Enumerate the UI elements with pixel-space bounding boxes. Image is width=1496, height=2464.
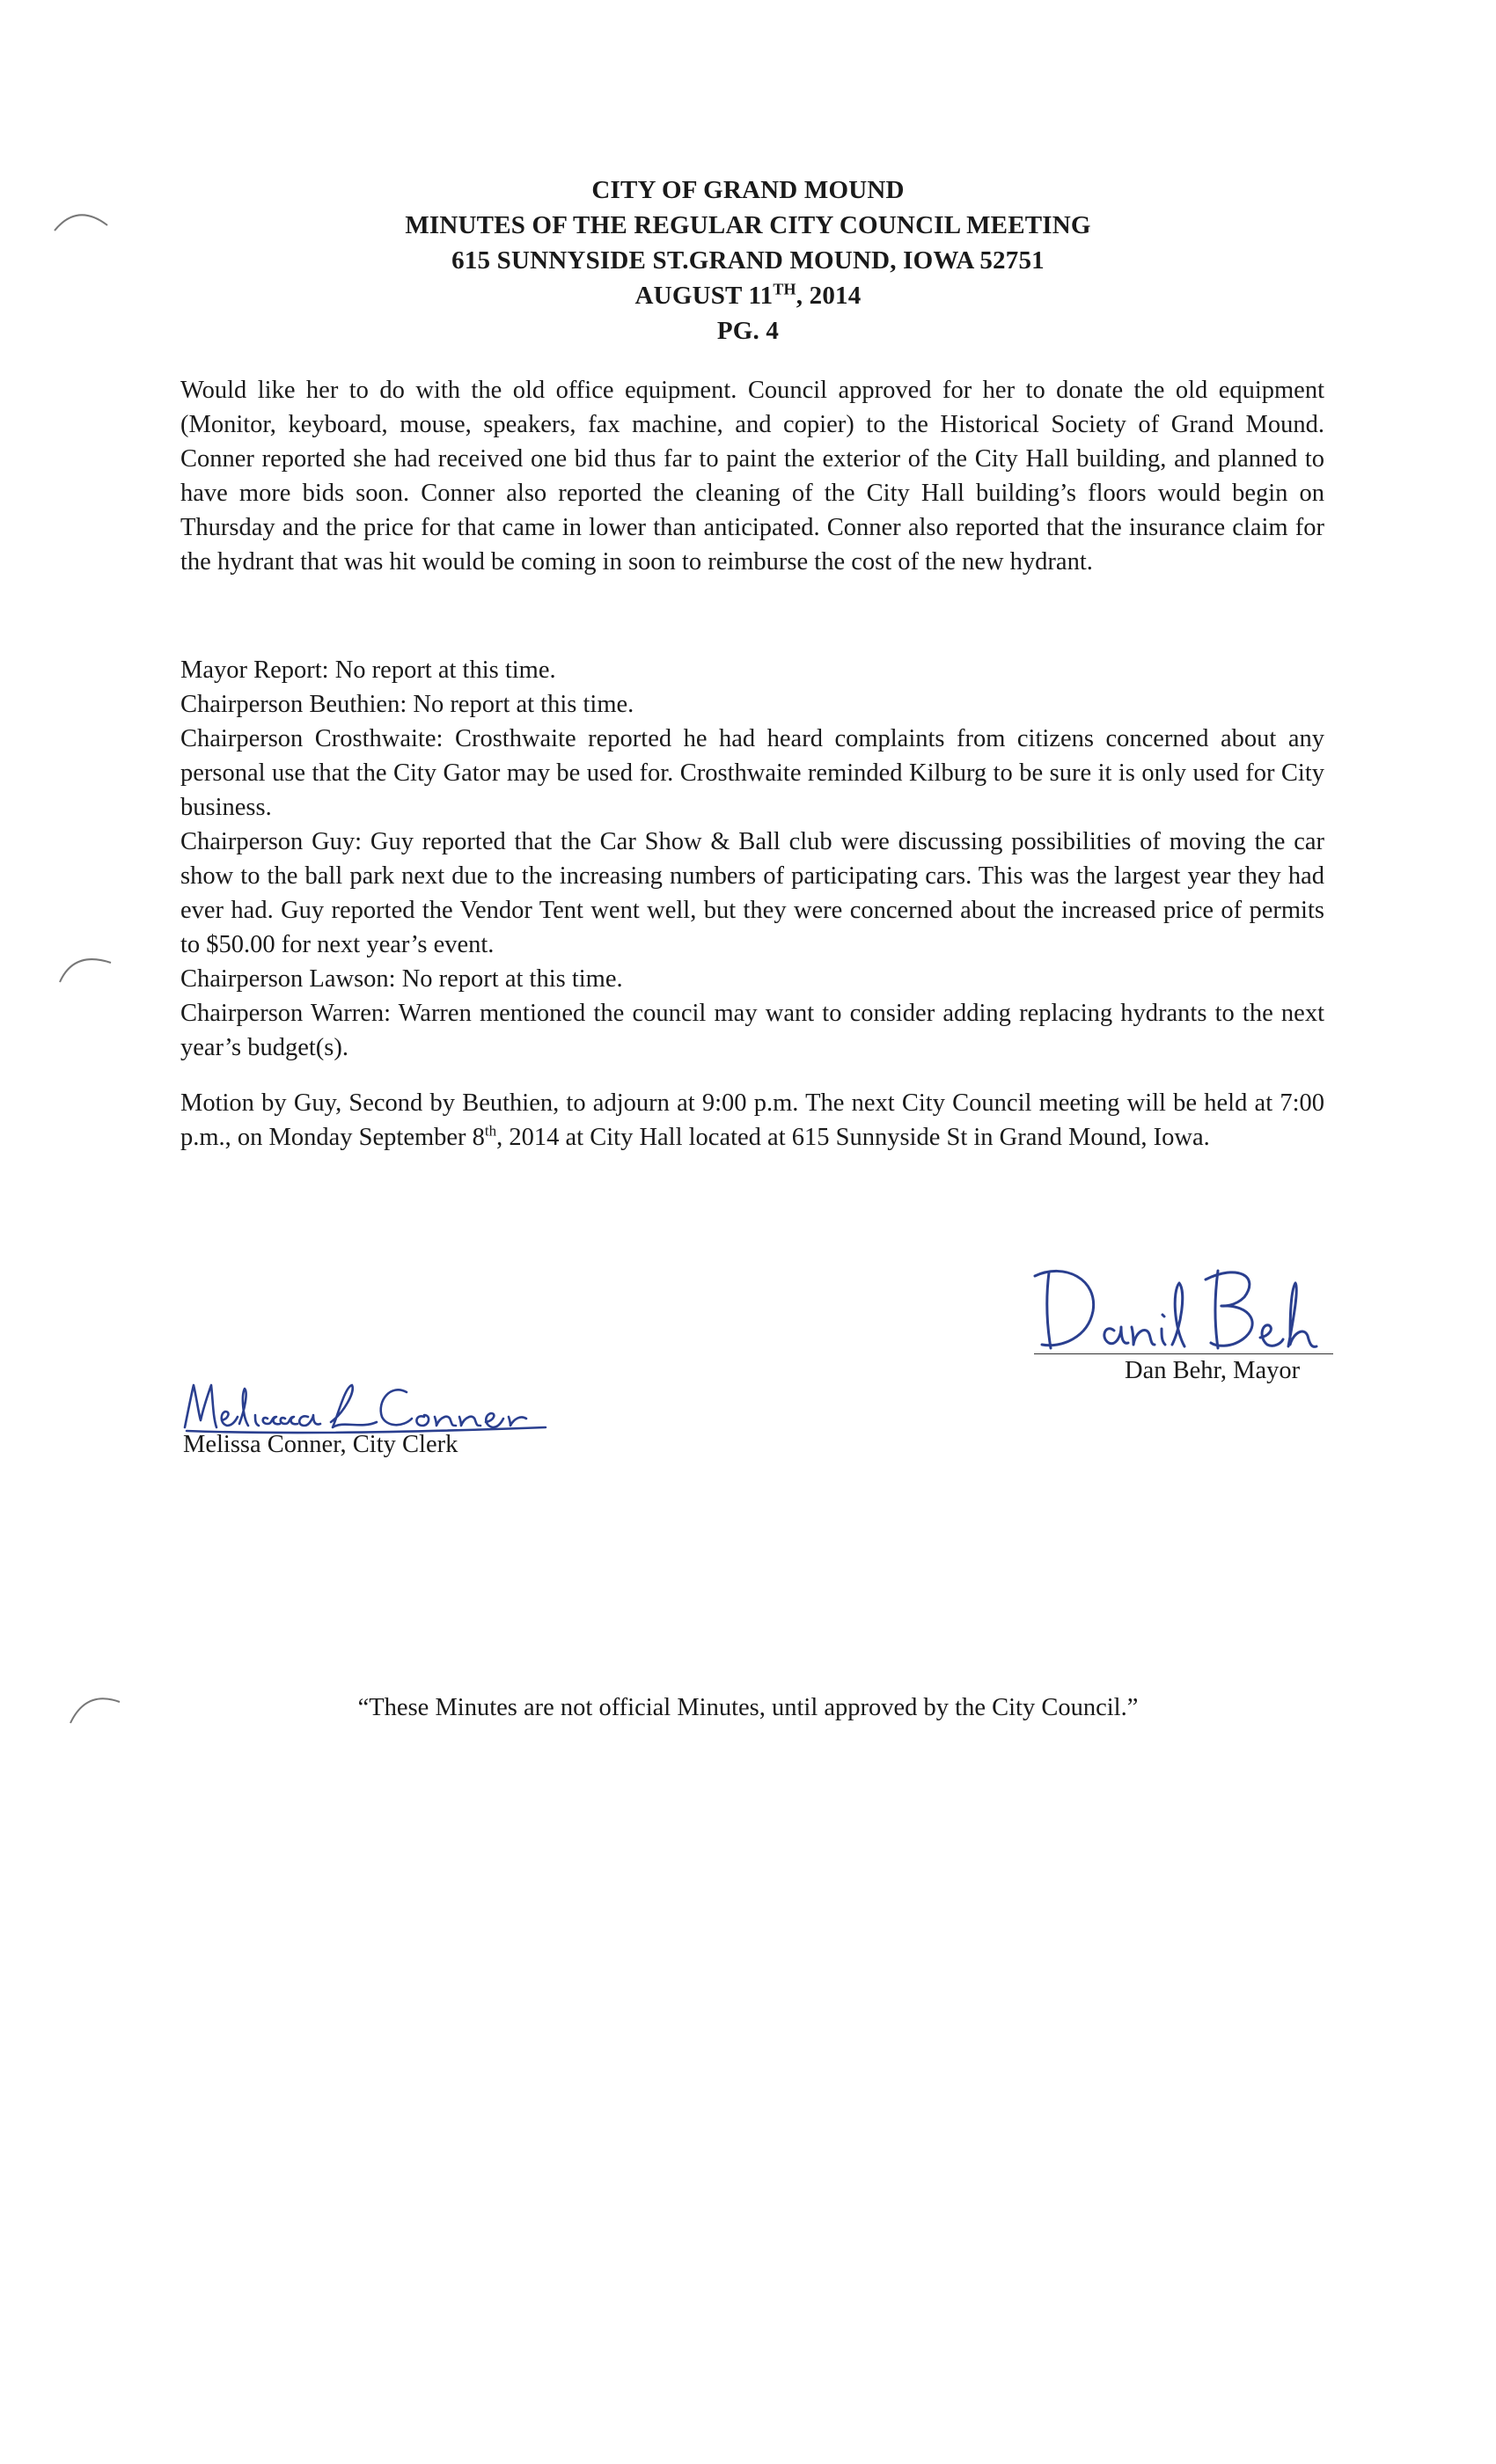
clerk-signature <box>176 1366 563 1436</box>
header-meeting-title: MINUTES OF THE REGULAR CITY COUNCIL MEETING <box>405 211 1091 239</box>
clerk-label: Melissa Conner, City Clerk <box>183 1431 458 1458</box>
motion-text-part2: , 2014 at City Hall located at 615 Sunnyside St in Grand Mound, Iowa. <box>496 1124 1210 1151</box>
report-mayor: Mayor Report: No report at this time. <box>180 656 556 684</box>
header-page-number: PG. 4 <box>716 317 780 345</box>
motion-text-part1: Motion by Guy, Second by Beuthien, to adjourn at 9:00 p.m. The next City Council meeting will be held at 7:00 p.m., on Monday September 8 <box>180 1089 1324 1151</box>
paragraph-text: Would like her to do with the old office equipment. Council approved for her to donate the old equipment (Monitor, keyboard, mouse, speakers, fax machine, and copier) to the Historical Society of Grand Mound. Conner reported she had received one bid thus far to paint the exterior of the City Hall building, and planned to have more bids soon. Conner also reported the cleaning of the City Hall building’s floors would begin on Thursday and the price for that came in lower than anticipated. Conner also reported that the insurance claim for the hydrant that was hit would be coming in soon to reimburse the cost of the new hydrant. <box>180 377 1324 576</box>
report-guy: Chairperson Guy: Guy reported that the Car Show & Ball club were discussing possibilities of moving the car show to the ball park next due to the increasing numbers of participating cars. This was the largest year they had ever had. Guy reported the Vendor Tent went well, but they were concerned about the increased price of permits to $50.00 for next year’s event. <box>180 828 1324 958</box>
header-address: 615 SUNNYSIDE ST.GRAND MOUND, IOWA 52751 <box>451 246 1045 275</box>
motion-date-suffix: th <box>484 1122 497 1140</box>
motion-text <box>180 1086 1324 1155</box>
mayor-label: Dan Behr, Mayor <box>1125 1357 1301 1384</box>
report-lawson: Chairperson Lawson: No report at this time. <box>180 965 623 993</box>
document-header <box>0 172 1496 348</box>
header-date <box>0 278 1496 313</box>
report-warren: Chairperson Warren: Warren mentioned the council may want to consider adding replacing hydrants to the next year’s budget(s). <box>180 1000 1324 1061</box>
minutes-paragraph <box>180 373 1324 579</box>
mayor-signature-line <box>1034 1353 1333 1354</box>
header-date-suffix: TH <box>773 280 796 298</box>
report-beuthien: Chairperson Beuthien: No report at this time. <box>180 691 634 718</box>
report-crosthwaite: Chairperson Crosthwaite: Crosthwaite reported he had heard complaints from citizens concerned about any personal use that the City Gator may be used for. Crosthwaite reminded Kilburg to be sure it is only used for City business. <box>180 725 1324 821</box>
reports-section <box>180 653 1324 1065</box>
header-date-year: , 2014 <box>796 282 862 310</box>
header-date-prefix: AUGUST 11 <box>634 282 774 310</box>
disclaimer: “These Minutes are not official Minutes, until approved by the City Council.” <box>357 1694 1139 1721</box>
mayor-signature <box>1030 1257 1329 1362</box>
motion-paragraph <box>180 1086 1324 1155</box>
punch-hole-mark-middle <box>55 950 116 986</box>
header-city: CITY OF GRAND MOUND <box>591 176 905 204</box>
